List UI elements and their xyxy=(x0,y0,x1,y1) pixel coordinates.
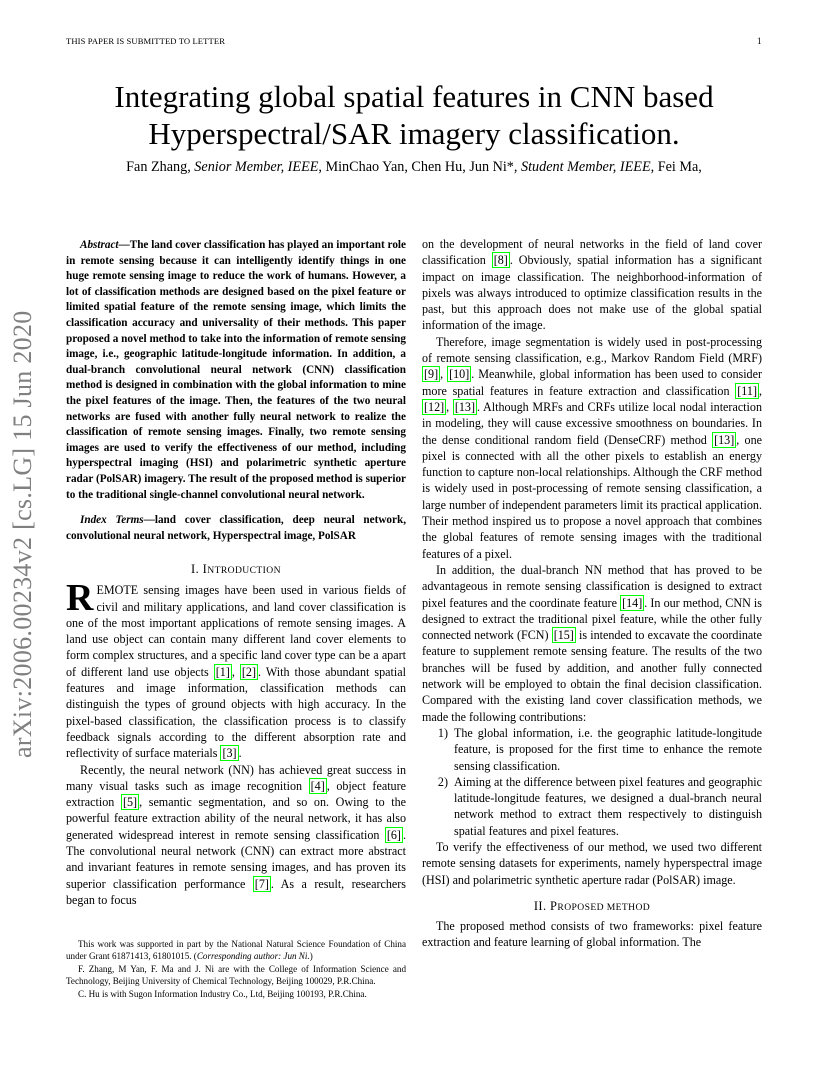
running-header: THIS PAPER IS SUBMITTED TO LETTER xyxy=(66,36,226,46)
text-run: In addition, the dual-branch NN method that has proved to be advantageous in remote sensing classification is designed to extract pixel features and the coordinate feature xyxy=(422,562,762,610)
text-run: sensing images have been used in various fields of civil and military applications, and land cover classification is one of the most important applications of remote sensing images. A land use object can contain many different land cover elements to form complex structures, and a specific land cover type can be a apart of different land use objects xyxy=(66,583,406,679)
section-first-letter: P xyxy=(550,898,558,913)
text-run: . Obviously, spatial information has a significant impact on image classification. The neighborhood-information of pixels was always introduced to optimize classification results in the past, but this approach does not make use of the global spatial information of the image. xyxy=(422,253,762,333)
citation-link[interactable]: [13] xyxy=(454,399,476,414)
citation-link[interactable]: [15] xyxy=(553,628,574,643)
author-list xyxy=(40,159,788,176)
arxiv-stamp[interactable]: arXiv:2006.00234v2 [cs.LG] 15 Jun 2020 xyxy=(8,310,37,758)
section-numeral: I. xyxy=(191,562,203,577)
paper-title xyxy=(40,78,788,152)
left-column xyxy=(66,238,406,908)
section-numeral: II. xyxy=(533,898,551,913)
list-text: Aiming at the difference between pixel features and geographic latitude-longitude features, we designed a dual-branch neural network method to extract them respectively to distinguish spatial features and pixel features. xyxy=(454,774,762,838)
footnote-affiliation-2: C. Hu is with Sugon Information Industry Co., Ltd, Beijing 100193, P.R.China. xyxy=(78,988,367,999)
lead-word: EMOTE xyxy=(96,583,139,598)
text-run: This work was supported in part by the National Natural Science Foundation of China under Grant 61871413, 61801015. ( xyxy=(66,939,406,962)
section-rest: ROPOSED METHOD xyxy=(557,901,651,913)
text-run: . Although MRFs and CRFs utilize local nodal interaction in modeling, they will cause excessive smoothness on boundaries. In the dense conditional random field (DenseCRF) method xyxy=(422,399,762,447)
authors-role-2: Student Member, IEEE xyxy=(521,159,651,175)
authors-role-1: Senior Member, IEEE xyxy=(194,159,319,175)
right-paragraph-2 xyxy=(422,334,762,562)
abstract xyxy=(66,238,406,503)
text-run: , semantic segmentation, and so on. Owing to the powerful feature extraction ability of the neural network, it has also generated widespread interest in remote sensing classification xyxy=(66,795,407,842)
citation-link[interactable]: [1] xyxy=(215,664,230,679)
citation-link[interactable]: [14] xyxy=(622,595,643,610)
title-line-2: Hyperspectral/SAR imagery classification. xyxy=(148,116,680,151)
text-run: , object feature extraction xyxy=(66,778,406,810)
index-terms-label: Index Terms xyxy=(80,514,144,527)
text-run: . Meanwhile, global information has been used to consider more spatial features in feature extraction and classification xyxy=(422,367,762,398)
intro-paragraph-1 xyxy=(66,577,406,761)
citation-link[interactable]: [8] xyxy=(493,253,508,268)
text-run: , xyxy=(446,399,453,414)
citation-link[interactable]: [2] xyxy=(241,664,257,679)
citation-link[interactable]: [12] xyxy=(424,399,445,414)
text-run: . As a result, researchers began to focus xyxy=(66,876,407,907)
abstract-label: Abstract xyxy=(80,239,119,251)
contribution-item xyxy=(422,725,762,774)
text-run: Therefore, image segmentation is widely used in post-processing of remote sensing classification, e.g., Markov Random Field (MRF) xyxy=(422,334,762,366)
list-number: 1) xyxy=(437,725,448,740)
right-paragraph-4: To verify the effectiveness of our method, we used two different remote sensing datasets for experiments, namely hyperspectral image (HSI) and polarimetric synthetic aperture radar (PolSAR) image. xyxy=(422,839,762,887)
authors-part-3: , Fei Ma, xyxy=(650,159,702,175)
intro-paragraph-2 xyxy=(66,762,406,909)
section-first-letter: I xyxy=(202,562,208,577)
index-terms xyxy=(66,513,406,544)
footnotes xyxy=(66,938,406,1000)
right-paragraph-5: The proposed method consists of two frameworks: pixel feature extraction and feature learning of global information. The xyxy=(422,918,762,950)
page-number: 1 xyxy=(757,36,762,46)
text-run: ) xyxy=(309,951,313,962)
footnote-affiliation-1: F. Zhang, M Yan, F. Ma and J. Ni are with the College of Information Science and Technology, Beijing University of Chemical Technology, Beijing 100029, P.R.China. xyxy=(66,963,406,987)
text-run: , xyxy=(231,664,240,679)
citation-link[interactable]: [7] xyxy=(254,876,269,891)
footnote-funding xyxy=(66,938,406,963)
text-run: , xyxy=(758,383,762,398)
citation-link[interactable]: [9] xyxy=(424,367,439,382)
authors-part-1: Fan Zhang, xyxy=(126,159,195,175)
authors-part-2: , MinChao Yan, Chen Hu, Jun Ni*, xyxy=(318,159,521,175)
title-line-1: Integrating global spatial features in CNN based xyxy=(114,79,714,114)
citation-link[interactable]: [4] xyxy=(310,778,325,793)
citation-link[interactable]: [13] xyxy=(714,432,735,447)
text-run: on the development of neural networks in the field of land cover classification xyxy=(422,237,762,268)
text-run: . With those abundant spatial features and image information, classification methods can distinguish the types of ground objects with high accuracy. In the pixel-based classification, the classification process is to classify feedback signals according to the different absorption rate and reflectivity of surface materials xyxy=(66,664,406,761)
list-text: The global information, i.e. the geographic latitude-longitude feature, is proposed for the first time to enhance the remote sensing classification. xyxy=(454,725,762,773)
text-run: . In our method, CNN is designed to extract the traditional pixel feature, while the other fully connected network (FCN) xyxy=(422,595,762,643)
right-paragraph-3 xyxy=(422,562,762,725)
right-paragraph-1 xyxy=(422,236,762,334)
right-column xyxy=(422,236,762,950)
citation-link[interactable]: [10] xyxy=(449,367,470,382)
text-run: , one pixel is connected with all the other pixels to establish an energy function to capture non-local relationships. Although the CRF method is widely used in post-processing of remote sensing classification, a large number of independent parameters limit its practical application. Their method inspired us to propose a novel approach that combines the global features of remote sensing images with the traditional features of a pixel. xyxy=(422,432,762,561)
drop-cap: R xyxy=(66,577,94,620)
citation-link[interactable]: [11] xyxy=(737,383,757,398)
text-run: . The convolutional neural network (CNN) can extract more abstract and invariant features in remote sensing images, and has proven its superior classification performance xyxy=(66,827,406,891)
section-heading-proposed-method xyxy=(422,899,762,914)
text-run: is intended to excavate the coordinate feature to supplement remote sensing feature. The results of the two branches will be fused by addition, and another fully connected network will be employed to obtain the final decision classification. Compared with the existing land cover classification methods, we made the following contributions: xyxy=(422,628,762,724)
corresponding-author: Corresponding author: Jun Ni. xyxy=(196,951,310,962)
text-run: . xyxy=(238,746,242,761)
citation-link[interactable]: [3] xyxy=(222,746,237,761)
citation-link[interactable]: [6] xyxy=(386,827,401,842)
abstract-text: —The land cover classification has played an important role in remote sensing because it can intelligently identify things in one huge remote sensing image to reduce the work of humans. However, a lot of classification methods are designed based on the pixel feature or limited spatial feature of the remote sensing image, which limits the classification accuracy and universality of their methods. This paper proposed a novel method to take into the information of remote sensing image, i.e., geographic latitude-longitude information. In addition, a dual-branch convolutional neural network (CNN) classification method is designed in combination with the global information to mine the pixel features of the image. Then, the features of the two neural networks are fused with another fully neural network to realize the classification of remote sensing images. Finally, two remote sensing images are used to verify the effectiveness of our method, including hyperspectral imaging (HSI) and polarimetric synthetic aperture radar (PolSAR) imagery. The result of the proposed method is superior to the traditional single-channel convolutional neural network. xyxy=(66,239,406,501)
citation-link[interactable]: [5] xyxy=(122,795,138,810)
text-run: Recently, the neural network (NN) has achieved great success in many visual tasks such as image recognition xyxy=(66,762,406,793)
index-terms-text: —land cover classification, deep neural network, convolutional neural network, Hyperspectral image, PolSAR xyxy=(66,514,406,542)
section-heading-introduction xyxy=(66,562,406,577)
list-number: 2) xyxy=(437,774,448,789)
text-run: , xyxy=(440,367,448,382)
contribution-item xyxy=(422,774,762,839)
section-rest: NTRODUCTION xyxy=(207,565,281,577)
